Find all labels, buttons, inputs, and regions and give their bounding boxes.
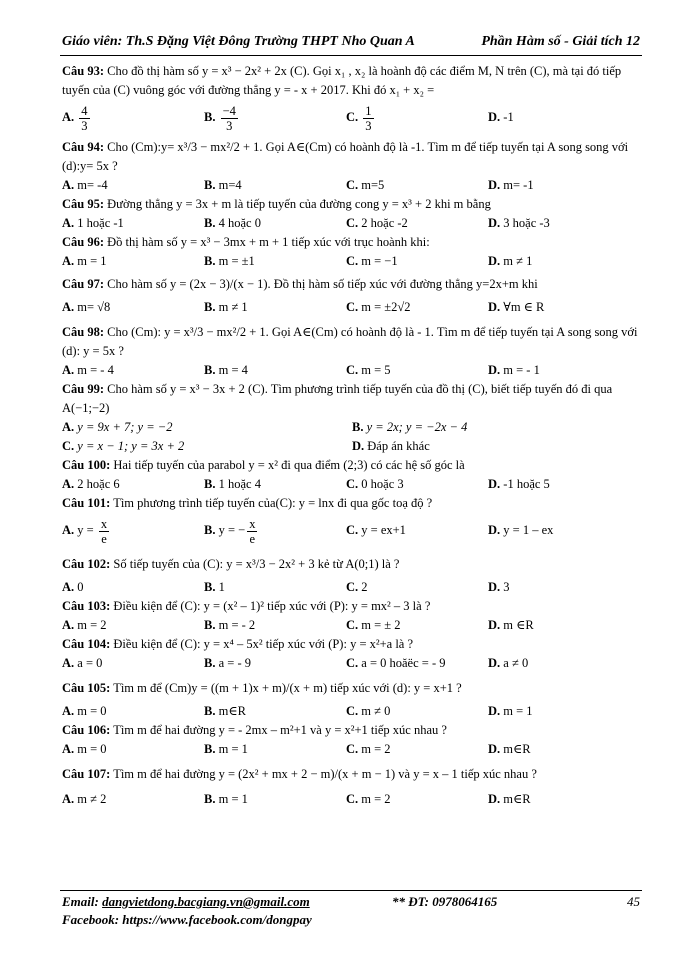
question-102: [62, 555, 642, 574]
option-a: A. m = 1: [62, 254, 107, 268]
question-text: Cho đồ thị hàm số y = x³ − 2x² + 2x (C). Gọi x₁ , x₂ là hoành độ các điểm M, N trên (C), mà tại đó tiếp tuyến của (C) vuông góc với đường thẳng y = - x + 2017. Khi đó x₁ + x₂ =: [62, 64, 622, 97]
question-98: [62, 323, 642, 361]
option-c: C. a = 0 hoăëc = - 9: [346, 656, 446, 670]
question-text: Đường thẳng y = 3x + m là tiếp tuyến của đường cong y = x³ + 2 khi m bằng: [107, 197, 491, 211]
option-a: A. m = 2: [62, 618, 107, 632]
option-d: D. m = 1: [488, 704, 533, 718]
question-104: [62, 635, 642, 654]
option-d: D. m = - 1: [488, 363, 540, 377]
option-c: C. m=5: [346, 178, 385, 192]
question-number: Câu 102:: [62, 557, 111, 571]
option-b: B. 4 hoặc 0: [204, 216, 261, 230]
question-93: [62, 62, 642, 100]
question-105: [62, 679, 642, 698]
answer-options: [62, 176, 642, 195]
question-number: Câu 98:: [62, 325, 105, 339]
option-a: A. y = $\frac{x}{e}$: [62, 516, 108, 546]
option-b: B. a = - 9: [204, 656, 251, 670]
answer-options: [62, 214, 642, 233]
option-d: D. -1 hoặc 5: [488, 477, 550, 491]
answer-options: [62, 361, 642, 380]
option-b: B. y = 2x; y = −2x − 4: [352, 420, 468, 434]
question-list: [62, 62, 642, 809]
option-c: C. m = 2: [346, 742, 391, 756]
option-c: C. 2 hoặc -2: [346, 216, 408, 230]
header-section: Phần Hàm số - Giải tích 12: [481, 34, 640, 49]
option-b: B. m = ±1: [204, 254, 255, 268]
question-text: Tìm phương trình tiếp tuyến của(C): y = lnx đi qua gốc toạ độ ?: [113, 496, 433, 510]
option-d: D. 3: [488, 580, 510, 594]
option-c: C. 2: [346, 580, 368, 594]
option-a: A. 2 hoặc 6: [62, 477, 120, 491]
question-number: Câu 105:: [62, 681, 111, 695]
option-c: C. y = ex+1: [346, 523, 406, 537]
option-d: D. m∈R: [488, 792, 531, 806]
answer-options: [62, 654, 642, 673]
footer-facebook[interactable]: Facebook: https://www.facebook.com/dongpay: [62, 912, 312, 927]
option-c: C. m = 2: [346, 792, 391, 806]
option-b: B. 1 hoặc 4: [204, 477, 261, 491]
option-b: B. y = − $\frac{x}{e}$: [204, 516, 256, 546]
option-a: A. m= -4: [62, 178, 108, 192]
header-rule: [60, 55, 642, 56]
option-a: A. 0: [62, 580, 84, 594]
question-number: Câu 93:: [62, 64, 105, 78]
question-101: [62, 494, 642, 513]
option-d: D. m ≠ 1: [488, 254, 533, 268]
option-a: A. m= √8: [62, 300, 111, 314]
question-text: Số tiếp tuyến của (C): y = x³/3 − 2x² + 3 kẻ từ A(0;1) là ?: [113, 557, 400, 571]
option-c: C. m = −1: [346, 254, 398, 268]
answer-options: [62, 578, 642, 597]
option-b: B. m∈R: [204, 704, 246, 718]
option-a: A. $\frac{4}{3}$: [62, 103, 88, 133]
option-c: C. m = ±2√2: [346, 300, 411, 314]
option-d: D. y = 1 – ex: [488, 523, 554, 537]
option-a: A. m = 0: [62, 704, 107, 718]
footer-phone: ** ĐT: 0978064165: [392, 894, 498, 909]
question-text: Tìm m để hai đường y = (2x² + mx + 2 − m)/(x + m − 1) và y = x – 1 tiếp xúc nhau ?: [113, 767, 537, 781]
question-number: Câu 96:: [62, 235, 105, 249]
email-link[interactable]: dangvietdong.bacgiang.vn@gmail.com: [102, 894, 310, 909]
option-b: B. m=4: [204, 178, 242, 192]
question-number: Câu 107:: [62, 767, 111, 781]
option-d: D. a ≠ 0: [488, 656, 529, 670]
option-c: C. y = x − 1; y = 3x + 2: [62, 439, 185, 453]
question-number: Câu 104:: [62, 637, 111, 651]
question-text: Cho hàm số y = (2x − 3)/(x − 1). Đồ thị hàm số tiếp xúc với đường thẳng y=2x+m khi: [107, 277, 538, 291]
option-b: B. m = 1: [204, 742, 248, 756]
option-b: B. 1: [204, 580, 225, 594]
option-c: C. 0 hoặc 3: [346, 477, 404, 491]
question-number: Câu 94:: [62, 140, 105, 154]
question-number: Câu 106:: [62, 723, 111, 737]
option-c: C. m ≠ 0: [346, 704, 391, 718]
question-number: Câu 103:: [62, 599, 111, 613]
question-99: [62, 380, 642, 418]
option-c: C. m = 5: [346, 363, 391, 377]
footer-rule: [60, 890, 642, 891]
question-text: Đồ thị hàm số y = x³ − 3mx + m + 1 tiếp xúc với trục hoành khi:: [107, 235, 430, 249]
option-d: D. m ∈R: [488, 618, 534, 632]
answer-options: [62, 702, 642, 721]
option-b: B. m = - 2: [204, 618, 256, 632]
answer-options: [62, 100, 642, 134]
question-number: Câu 101:: [62, 496, 111, 510]
answer-options: [62, 252, 642, 271]
footer-email: Email: dangvietdong.bacgiang.vn@gmail.com: [62, 894, 310, 909]
option-b: B. $\frac{-4}{3}$: [204, 103, 236, 133]
answer-options: [62, 475, 642, 494]
question-97: [62, 275, 642, 294]
question-text: Tìm m để hai đường y = - 2mx – m²+1 và y = x²+1 tiếp xúc nhau ?: [113, 723, 447, 737]
question-text: Cho (Cm):y= x³/3 − mx²/2 + 1. Gọi A∈(Cm) có hoành độ là -1. Tìm m để tiếp tuyến tại A song song với (d):y= 5x ?: [62, 140, 629, 173]
option-b: B. m = 4: [204, 363, 248, 377]
option-d: D. ∀m ∈ R: [488, 300, 545, 314]
option-a: A. m ≠ 2: [62, 792, 107, 806]
option-b: B. m ≠ 1: [204, 300, 248, 314]
option-d: D. m= -1: [488, 178, 534, 192]
answer-options: [62, 740, 642, 759]
option-a: A. a = 0: [62, 656, 103, 670]
answer-options: [62, 790, 642, 809]
answer-options: [62, 513, 642, 547]
question-text: Cho hàm số y = x³ − 3x + 2 (C). Tìm phương trình tiếp tuyến của đồ thị (C), biết tiếp tuyến đó đi qua A(−1;−2): [62, 382, 613, 415]
question-text: Tìm m để (Cm)y = ((m + 1)x + m)/(x + m) tiếp xúc với (d): y = x+1 ?: [113, 681, 462, 695]
question-number: Câu 95:: [62, 197, 105, 211]
option-a: A. y = 9x + 7; y = −2: [62, 420, 173, 434]
answer-options: [62, 616, 642, 635]
option-d: D. 3 hoặc -3: [488, 216, 550, 230]
option-c: C. $\frac{1}{3}$: [346, 103, 372, 133]
question-100: [62, 456, 642, 475]
option-a: A. m = - 4: [62, 363, 114, 377]
option-a: A. 1 hoặc -1: [62, 216, 124, 230]
option-c: C. m = ± 2: [346, 618, 401, 632]
question-107: [62, 765, 642, 784]
question-text: Hai tiếp tuyến của parabol y = x² đi qua điểm (2;3) có các hệ số góc là: [113, 458, 465, 472]
question-text: Điều kiện để (C): y = x⁴ – 5x² tiếp xúc với (P): y = x²+a là ?: [113, 637, 414, 651]
question-106: [62, 721, 642, 740]
option-a: A. m = 0: [62, 742, 107, 756]
answer-options: [62, 298, 642, 317]
answer-options: [62, 418, 642, 456]
question-number: Câu 100:: [62, 458, 111, 472]
page-number: 45: [627, 894, 640, 909]
option-d: D. -1: [488, 110, 514, 124]
option-d: D. m∈R: [488, 742, 531, 756]
option-d: D. Đáp án khác: [352, 439, 430, 453]
header-author: Giáo viên: Th.S Đặng Việt Đông Trường THPT Nho Quan A: [62, 34, 415, 49]
question-number: Câu 97:: [62, 277, 105, 291]
page-header: [62, 34, 640, 54]
question-text: Điều kiện để (C): y = (x² – 1)² tiếp xúc với (P): y = mx² – 3 là ?: [113, 599, 431, 613]
question-number: Câu 99:: [62, 382, 105, 396]
question-103: [62, 597, 642, 616]
option-b: B. m = 1: [204, 792, 248, 806]
question-94: [62, 138, 642, 176]
question-text: Cho (Cm): y = x³/3 − mx²/2 + 1. Gọi A∈(Cm) có hoành độ là - 1. Tìm m để tiếp tuyến tại A song song với (d): y = 5x ?: [62, 325, 638, 358]
question-96: [62, 233, 642, 252]
question-95: [62, 195, 642, 214]
